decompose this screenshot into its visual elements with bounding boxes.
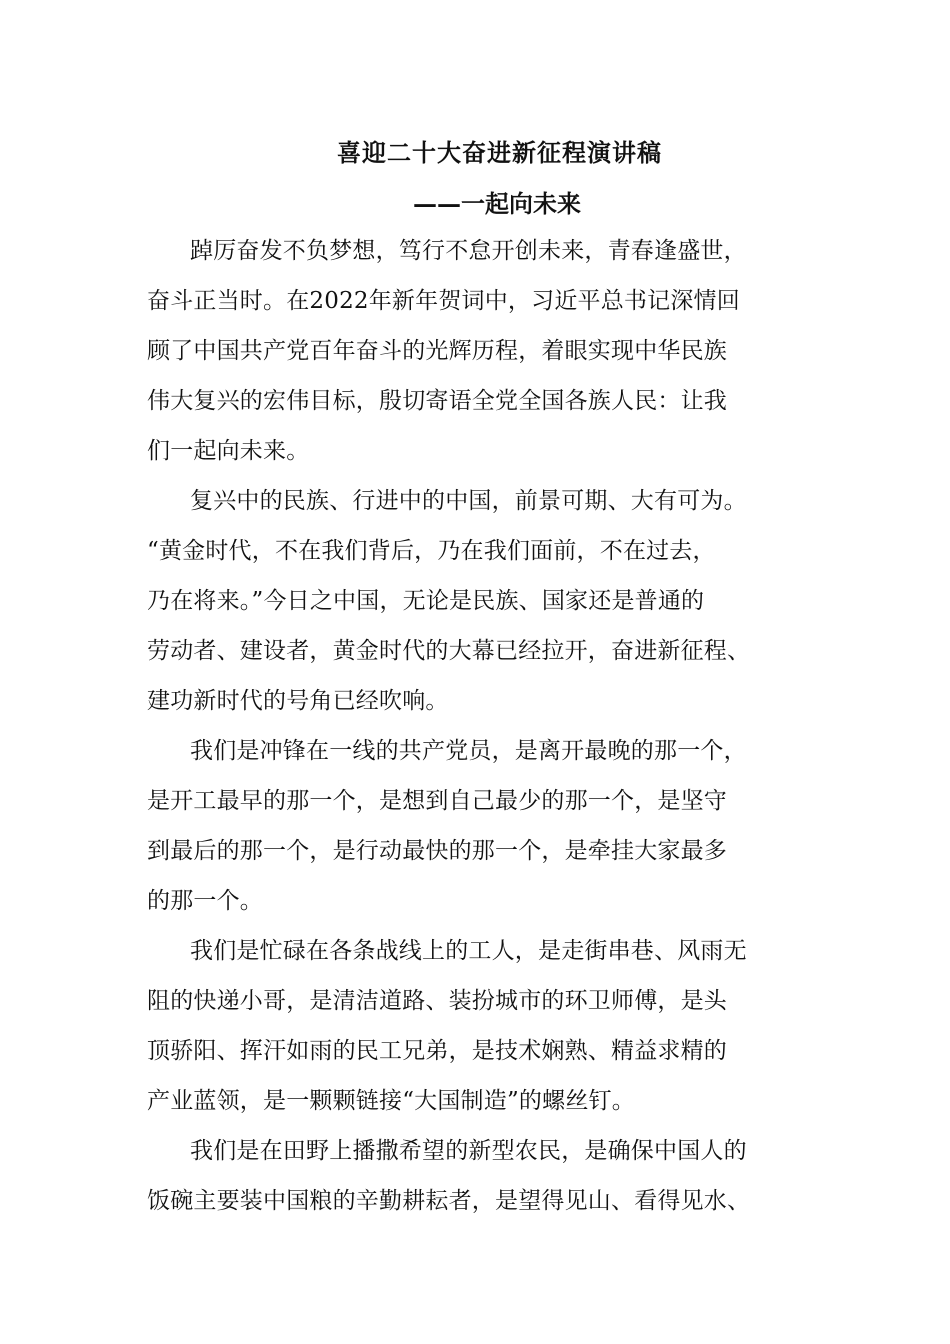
paragraph-line: 伟大复兴的宏伟目标，殷切寄语全党全国各族人民：让我 — [147, 388, 727, 414]
paragraph-line: 顾了中国共产党百年奋斗的光辉历程，着眼实现中华民族 — [147, 338, 727, 364]
document-title: 喜迎二十大奋进新征程演讲稿 — [337, 138, 662, 167]
paragraph-line: 产业蓝领，是一颗颗链接“大国制造”的螺丝钉。 — [147, 1088, 635, 1114]
paragraph-line: 奋斗正当时。在2022年新年贺词中，习近平总书记深情回 — [147, 288, 740, 314]
document-subtitle: ——一起向未来 — [413, 189, 581, 218]
paragraph-line: 的那一个。 — [147, 888, 263, 914]
paragraph-line: 复兴中的民族、行进中的中国，前景可期、大有可为。 — [190, 488, 747, 514]
paragraph-line: 饭碗主要装中国粮的辛勤耕耘者，是望得见山、看得见水、 — [147, 1188, 751, 1214]
paragraph-line: 是开工最早的那一个，是想到自己最少的那一个，是坚守 — [147, 788, 727, 814]
paragraph-line: 劳动者、建设者，黄金时代的大幕已经拉开，奋进新征程、 — [147, 638, 751, 664]
paragraph-line: 们一起向未来。 — [147, 438, 310, 464]
paragraph-line: “黄金时代，不在我们背后，乃在我们面前，不在过去， — [147, 538, 716, 564]
paragraph-line: 我们是忙碌在各条战线上的工人，是走街串巷、风雨无 — [190, 938, 747, 964]
paragraph-line: 我们是在田野上播撒希望的新型农民，是确保中国人的 — [190, 1138, 747, 1164]
paragraph-line: 踔厉奋发不负梦想，笃行不怠开创未来，青春逢盛世， — [190, 238, 747, 264]
paragraph-line: 乃在将来。”今日之中国，无论是民族、国家还是普通的 — [147, 588, 705, 614]
paragraph-line: 建功新时代的号角已经吹响。 — [147, 688, 449, 714]
paragraph-line: 顶骄阳、挥汗如雨的民工兄弟，是技术娴熟、精益求精的 — [147, 1038, 727, 1064]
paragraph-line: 阻的快递小哥，是清洁道路、装扮城市的环卫师傅，是头 — [147, 988, 727, 1014]
paragraph-line: 到最后的那一个，是行动最快的那一个，是牵挂大家最多 — [147, 838, 727, 864]
paragraph-line: 我们是冲锋在一线的共产党员，是离开最晚的那一个， — [190, 738, 747, 764]
